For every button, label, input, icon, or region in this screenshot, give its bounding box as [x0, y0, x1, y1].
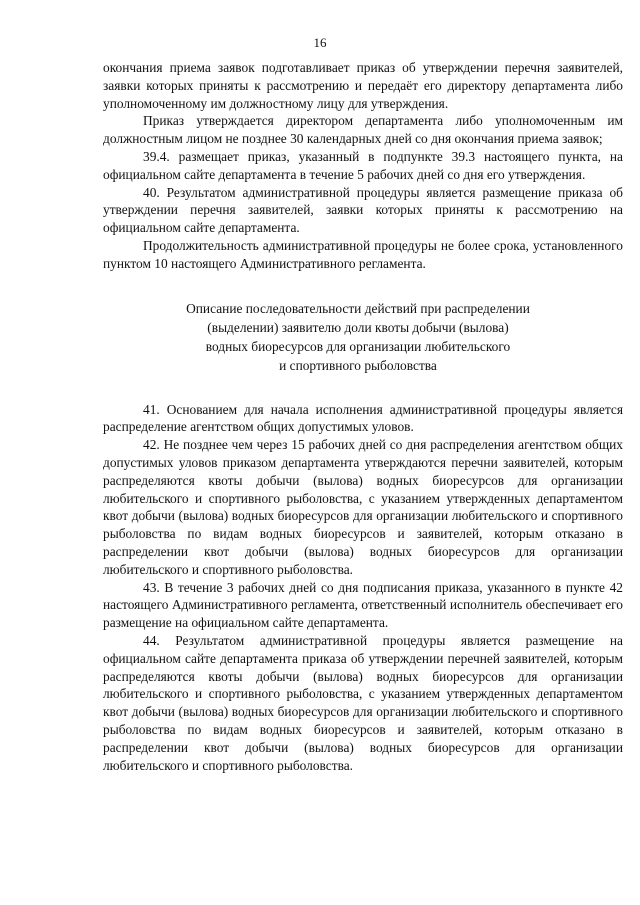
paragraph-5: Продолжительность административной процедуры не более срока, установленного пунктом 10 настоящего Административного регламента. [103, 237, 623, 271]
section-heading-line: водных биоресурсов для организации любительского [205, 338, 511, 354]
page-number: 16 [313, 35, 327, 50]
paragraph-44: 44. Результатом административной процедуры является размещение на официальном сайте департамента приказа об утверждении перечней заявителей, которым распределяются квоты добычи (вылова) водных биоресурсов для организации любительского и спортивного рыболовства, с указанием утвержденных департаментом квот добычи (вылова) водных биоресурсов для организации любительского и спортивного рыболовства по видам водных биоресурсов и заявителей, которым отказано в распределении квот добычи (вылова) водных биоресурсов для организации любительского и спортивного рыболовства. [103, 632, 623, 773]
paragraph-43: 43. В течение 3 рабочих дней со дня подписания приказа, указанного в пункте 42 настоящего Административного регламента, ответственный исполнитель обеспечивает его размещение на официальном сайте департамента. [103, 579, 623, 631]
section-heading-line: Описание последовательности действий при распределении [186, 300, 530, 316]
section-heading-line: (выделении) заявителю доли квоты добычи (вылова) [207, 319, 509, 335]
section-heading [103, 299, 623, 375]
paragraph-2: Приказ утверждается директором департамента либо уполномоченным им должностным лицом не позднее 30 календарных дней со дня окончания приема заявок; [103, 113, 623, 147]
paragraph-42: 42. Не позднее чем через 15 рабочих дней со дня распределения агентством общих допустимых уловов приказом департамента утверждаются перечни заявителей, которым распределяются квоты добычи (вылова) водных биоресурсов для организации любительского и спортивного рыболовства, с указанием утвержденных департаментом квот добычи (вылова) водных биоресурсов для организации любительского и спортивного рыболовства по видам водных биоресурсов и заявителей, которым отказано в распределении квот добычи (вылова) водных биоресурсов для организации любительского и спортивного рыболовства. [103, 437, 623, 577]
spacer [103, 375, 623, 401]
section-heading-line: и спортивного рыболовства [279, 357, 437, 373]
paragraph-3: 39.4. размещает приказ, указанный в подпункте 39.3 настоящего пункта, на официальном сайте департамента в течение 5 рабочих дней со дня его утверждения. [103, 148, 623, 182]
document-body [103, 59, 623, 774]
paragraph-1: окончания приема заявок подготавливает приказ об утверждении перечня заявителей, заявки которых приняты к рассмотрению и передаёт его директору департамента либо уполномоченному им должностному лицу для утверждения. [103, 60, 623, 111]
spacer [103, 273, 623, 299]
paragraph-4: 40. Результатом административной процедуры является размещение приказа об утверждении перечня заявителей, заявки которых приняты к рассмотрению на официальном сайте департамента. [103, 184, 623, 236]
paragraph-41: 41. Основанием для начала исполнения административной процедуры является распределение агентством общих допустимых уловов. [103, 401, 623, 435]
